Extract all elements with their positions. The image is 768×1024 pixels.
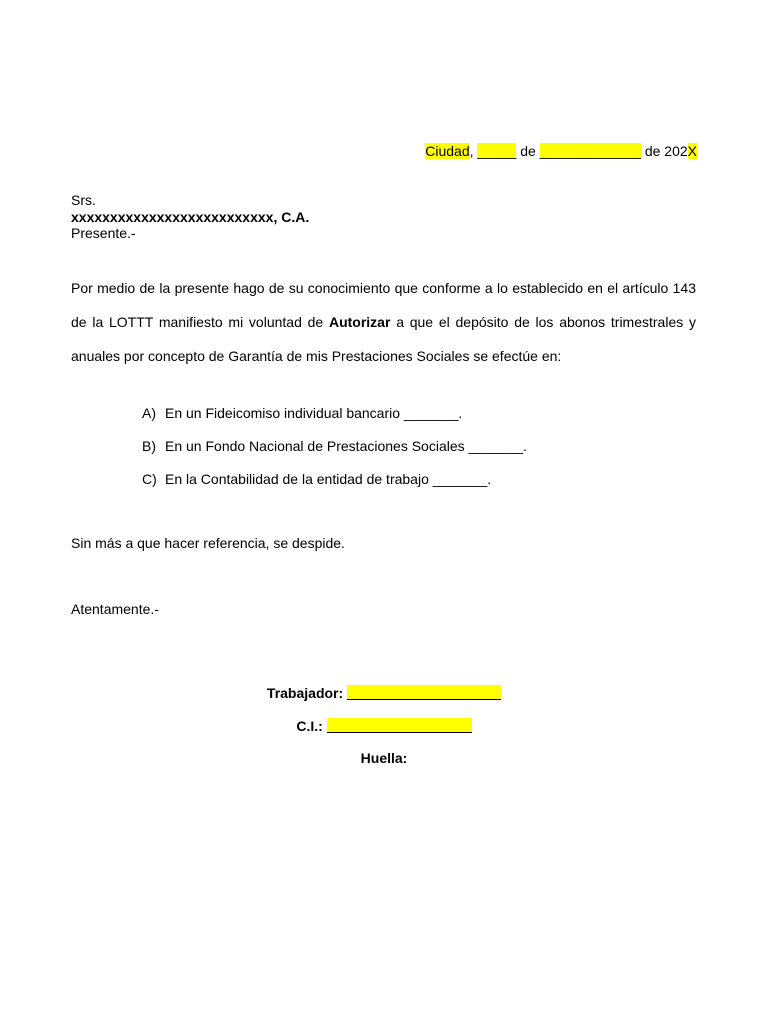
fingerprint-label: Huella: xyxy=(360,750,408,766)
options-list xyxy=(142,404,527,503)
option-marker: B) xyxy=(142,438,156,454)
date-comma: , xyxy=(469,143,474,159)
worker-signature-line xyxy=(0,685,768,701)
option-item-b xyxy=(142,437,527,470)
option-text: En un Fideicomiso individual bancario _______. xyxy=(165,405,463,421)
option-text: En la Contabilidad de la entidad de trabajo _______. xyxy=(165,471,492,487)
option-item-c xyxy=(142,470,527,503)
salutation: Srs. xyxy=(71,192,96,208)
addressee-block xyxy=(71,192,309,242)
id-signature-line xyxy=(0,718,768,734)
option-item-a xyxy=(142,404,527,437)
body-text-after: a que el depósito de los abonos trimestrales y anuales por concepto de Garantía de mis Prestaciones Sociales se efectúe en: xyxy=(71,314,696,364)
closing-line: Sin más a que hacer referencia, se despide. xyxy=(71,535,345,551)
year-suffix-placeholder: X xyxy=(687,143,697,159)
company-name: xxxxxxxxxxxxxxxxxxxxxxxxxx, C.A. xyxy=(71,208,310,225)
worker-label: Trabajador: xyxy=(266,685,344,701)
fingerprint-line xyxy=(0,750,768,766)
body-emphasis: Autorizar xyxy=(328,314,391,330)
present-line: Presente.- xyxy=(71,225,136,241)
regards-line: Atentamente.- xyxy=(71,601,159,617)
body-paragraph xyxy=(71,271,696,373)
option-text: En un Fondo Nacional de Prestaciones Sociales _______. xyxy=(165,438,527,454)
date-de-2: de xyxy=(644,143,661,159)
option-marker: C) xyxy=(142,471,157,487)
id-label: C.I.: xyxy=(296,718,323,734)
date-de-1: de xyxy=(520,143,536,159)
month-blank: _____________ xyxy=(539,143,641,159)
body-text-before: Por medio de la presente hago de su conocimiento que conforme a lo establecido en el artículo 143 de la LOTTT manifiesto mi voluntad de xyxy=(71,280,696,330)
option-marker: A) xyxy=(142,405,156,421)
worker-name-blank xyxy=(347,685,501,700)
year-prefix: 202 xyxy=(664,143,688,159)
date-line xyxy=(425,143,697,159)
id-number-blank xyxy=(327,718,472,733)
day-blank: _____ xyxy=(477,143,517,159)
city-placeholder: Ciudad xyxy=(425,143,470,159)
